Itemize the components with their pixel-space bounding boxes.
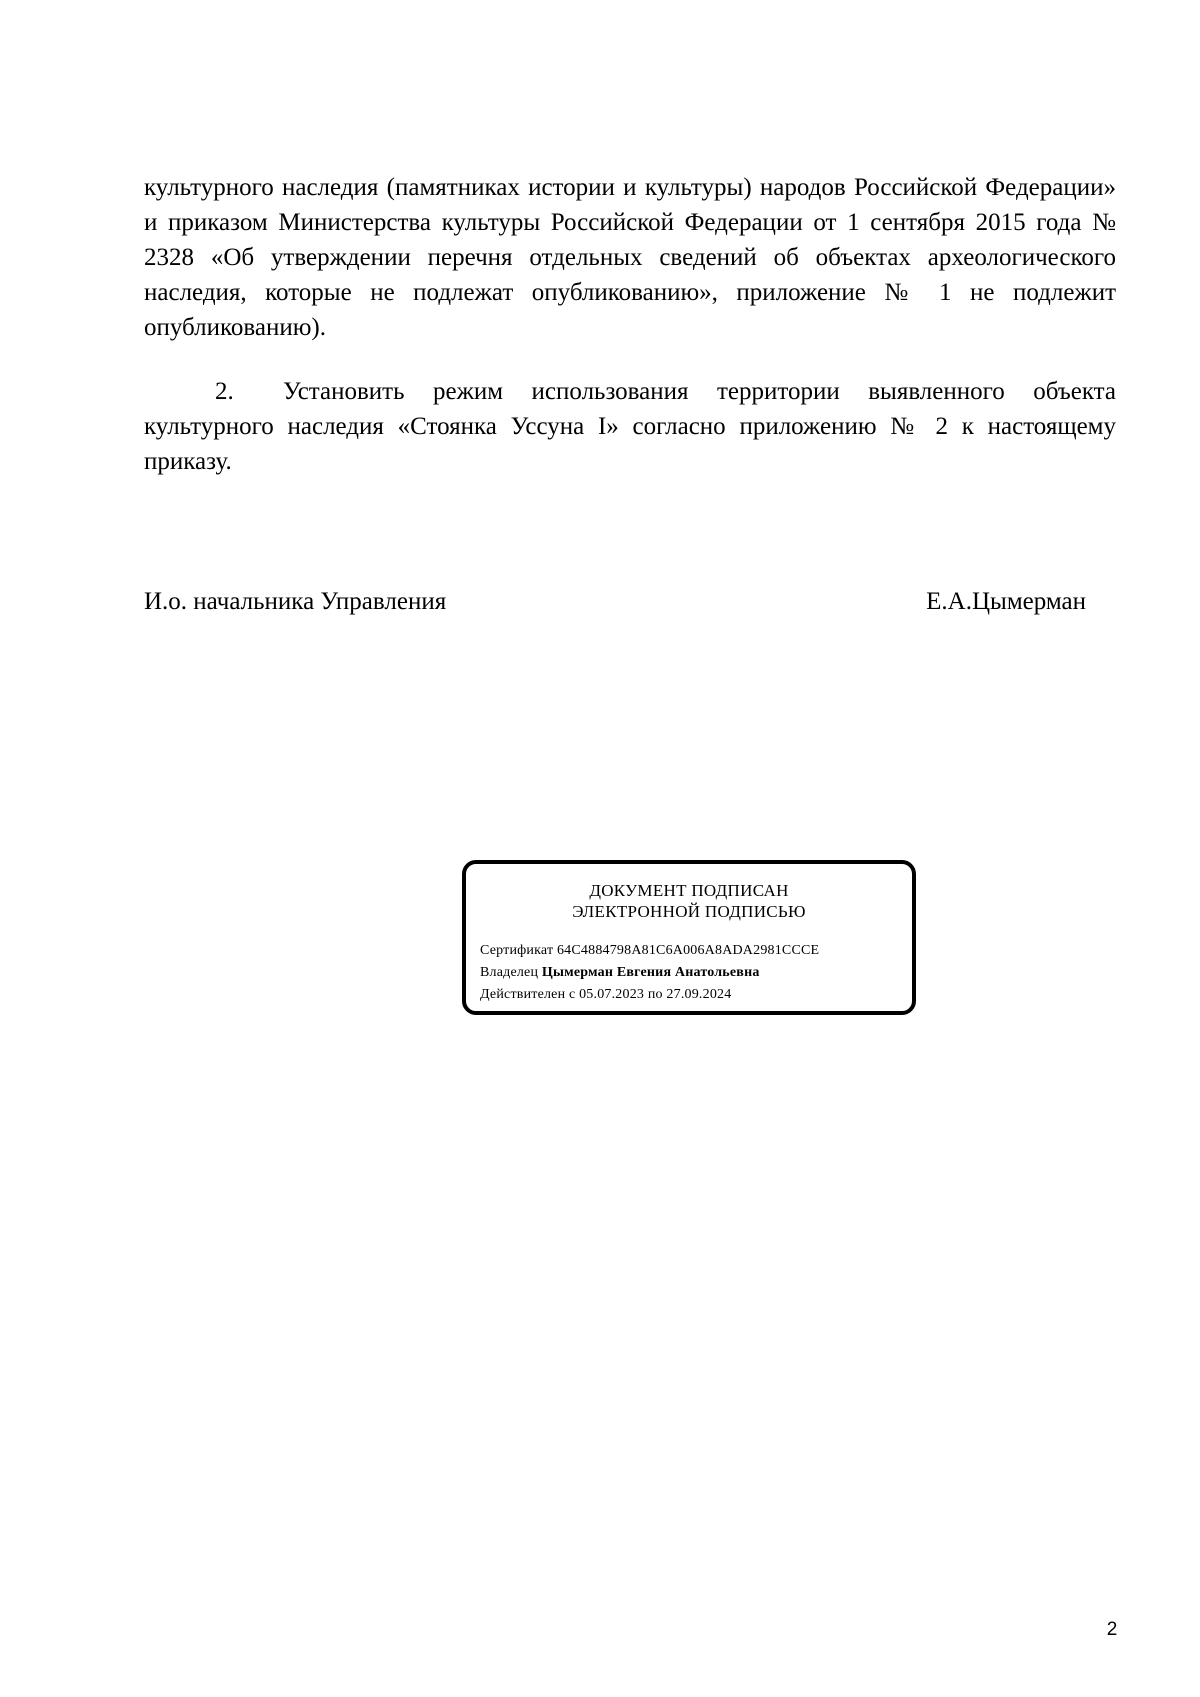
owner-label: Владелец: [480, 965, 539, 980]
signature-block: [144, 584, 1086, 620]
owner-value: Цымерман Евгения Анатольевна: [541, 965, 760, 980]
stamp-title-line2: ЭЛЕКТРОННОЙ ПОДПИСЬЮ: [572, 902, 806, 921]
valid-to-date: 27.09.2024: [666, 987, 732, 1002]
stamp-owner: [480, 962, 760, 984]
item-number: 2.: [215, 378, 234, 405]
body-paragraph-continuation: культурного наследия (памятниках истории и культуры) народов Российской Федерации» и приказом Министерства культуры Российской Федерации от 1 сентября 2015 года № 2328 «Об утверждении перечня отдельных сведений об объектах археологического наследия, которые не подлежат опубликованию», приложение № 1 не подлежит опубликованию).: [144, 174, 1116, 341]
page-number: 2: [1106, 1619, 1118, 1640]
valid-from-label: Действителен с: [480, 987, 576, 1002]
stamp-title-line1: ДОКУМЕНТ ПОДПИСАН: [589, 881, 789, 900]
certificate-value: 64C4884798A81C6A006A8ADA2981CCCE: [556, 943, 820, 958]
stamp-certificate: [480, 940, 819, 962]
signer-name: Е.А.Цымерман: [926, 588, 1086, 615]
electronic-signature-stamp: [462, 860, 916, 1015]
body-item-2: [144, 374, 1116, 479]
valid-to-label: по: [647, 987, 663, 1002]
signer-position: И.о. начальника Управления: [144, 588, 447, 615]
certificate-label: Сертификат: [480, 943, 554, 958]
valid-from-date: 05.07.2023: [579, 987, 645, 1002]
stamp-validity: [480, 984, 731, 1006]
item-text: Установить режим использования территории выявленного объекта культурного наследия «Стоянка Уссуна I» согласно приложению № 2 к настоящему приказу.: [144, 378, 1116, 475]
